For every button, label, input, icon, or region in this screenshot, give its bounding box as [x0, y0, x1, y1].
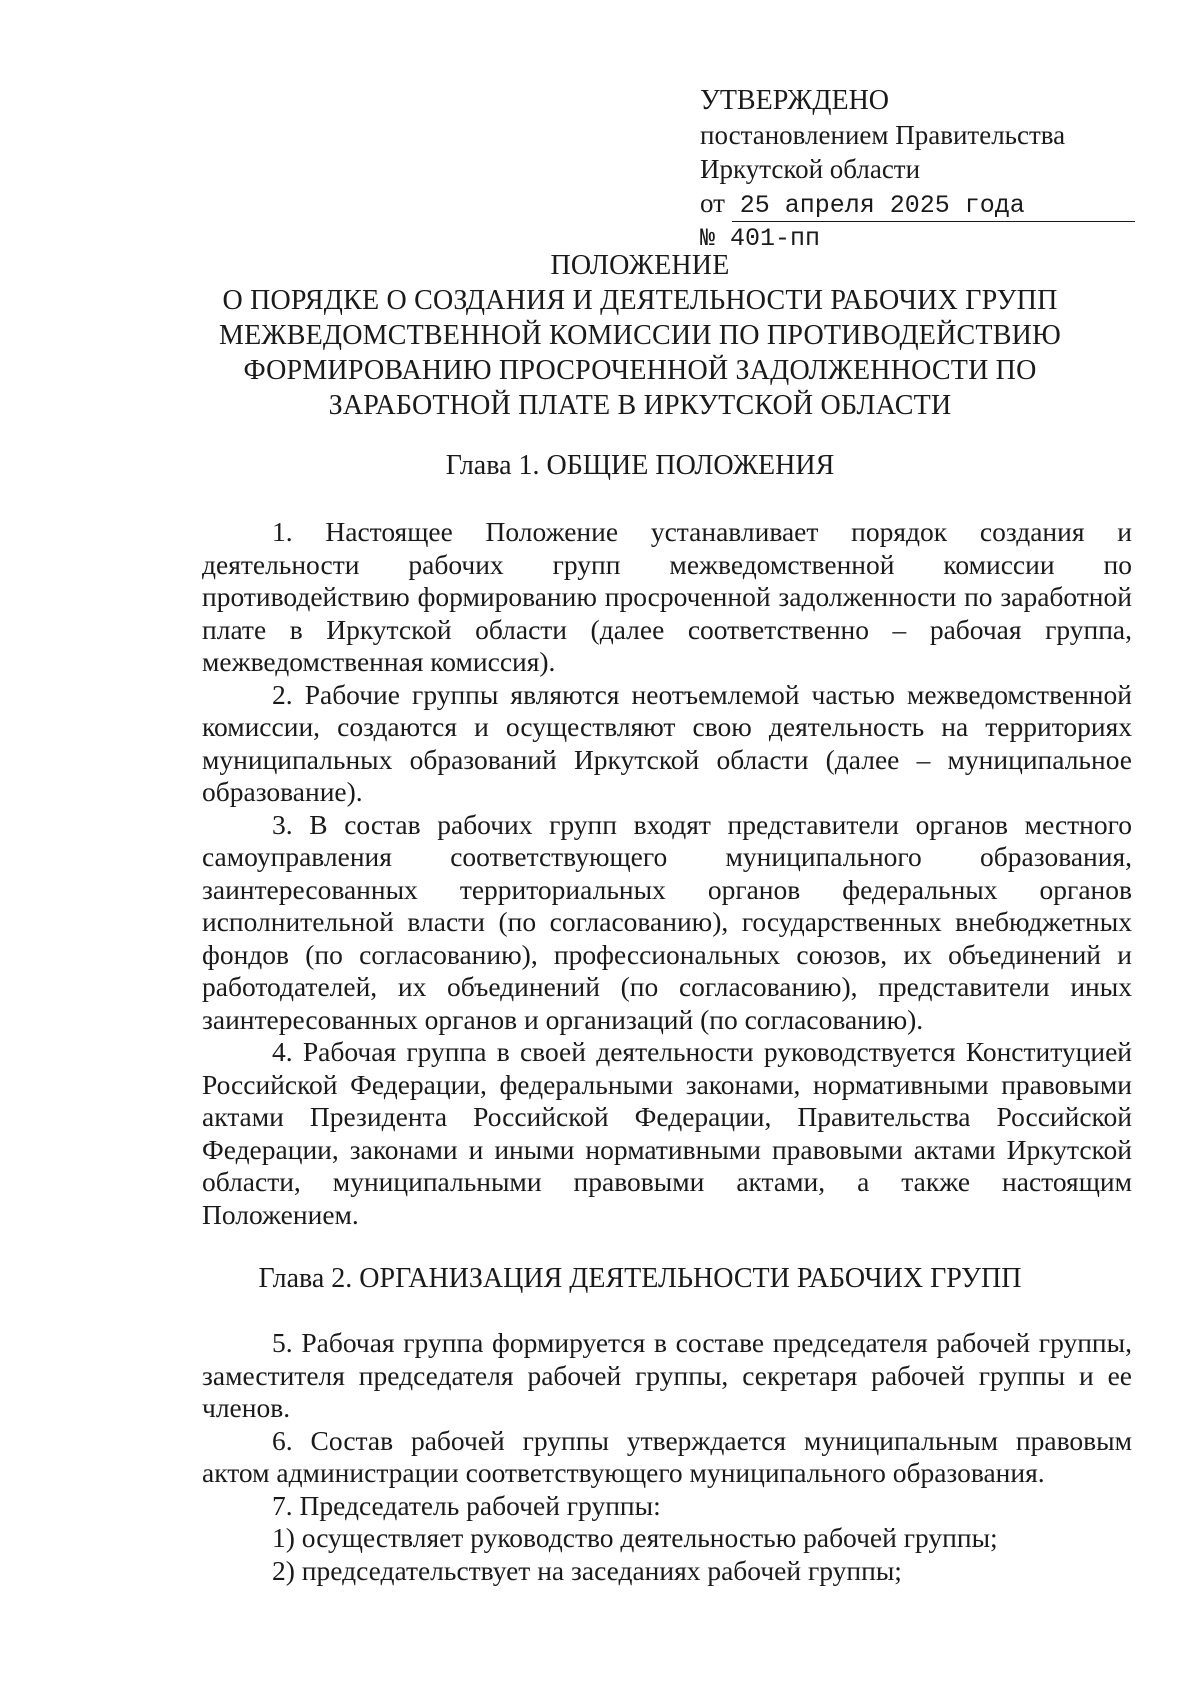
paragraph-2: 2. Рабочие группы являются неотъемлемой частью межведомственной комиссии, создаются и осуществляют свою деятельность на территориях муниципальных образований Иркутской области (далее – муниципальное образование).: [202, 678, 1132, 807]
paragraph-5: 5. Рабочая группа формируется в составе председателя рабочей группы, заместителя председателя рабочей группы, секретаря рабочей группы и ее членов.: [202, 1327, 1132, 1423]
approval-line-2: Иркутской области: [700, 154, 921, 184]
title-line-3: МЕЖВЕДОМСТВЕННОЙ КОМИССИИ ПО ПРОТИВОДЕЙСТВИЮ: [219, 320, 1061, 351]
approval-date-value: 25 апреля 2025 года: [732, 191, 1135, 222]
approval-number: № 401-пп: [700, 224, 821, 253]
title-line-2: О ПОРЯДКЕ О СОЗДАНИЯ И ДЕЯТЕЛЬНОСТИ РАБОЧИХ ГРУПП: [222, 285, 1058, 316]
paragraph-7: 7. Председатель рабочей группы:: [272, 1489, 661, 1521]
paragraph-1: 1. Настоящее Положение устанавливает порядок создания и деятельности рабочих групп межведомственной комиссии по противодействию формированию просроченной задолженности по заработной плате в Иркутской области (далее соответственно – рабочая группа, межведомственная комиссия).: [202, 516, 1132, 677]
paragraph-7-item-1: 1) осуществляет руководство деятельностью рабочей группы;: [272, 1522, 998, 1553]
chapter-2-body: [202, 1327, 1132, 1587]
approval-stamp: [700, 84, 1130, 256]
chapter-2-heading: Глава 2. ОРГАНИЗАЦИЯ ДЕЯТЕЛЬНОСТИ РАБОЧИХ ГРУПП: [258, 1263, 1022, 1294]
approval-date-line: [700, 186, 1130, 222]
paragraph-4: 4. Рабочая группа в своей деятельности руководствуется Конституцией Российской Федерации, федеральными законами, нормативными правовыми актами Президента Российской Федерации, Правительства Российской Федерации, законами и иными нормативными правовыми актами Иркутской области, муниципальными правовыми актами, а также настоящим Положением.: [202, 1036, 1132, 1230]
approval-line-1: постановлением Правительства: [700, 120, 1066, 150]
title-line-4: ФОРМИРОВАНИЮ ПРОСРОЧЕННОЙ ЗАДОЛЖЕННОСТИ ПО: [243, 355, 1037, 386]
paragraph-3: 3. В состав рабочих групп входят представители органов местного самоуправления соответствующего муниципального образования, заинтересованных территориальных органов федеральных органов исполнительной власти (по согласованию), государственных внебюджетных фондов (по согласованию), профессиональных союзов, их объединений и работодателей, их объединений (по согласованию), представители иных заинтересованных органов и организаций (по согласованию).: [202, 808, 1132, 1035]
chapter-1-body: [202, 516, 1132, 1231]
approval-date-prefix: от: [700, 188, 725, 218]
paragraph-7-item-2: 2) председательствует на заседаниях рабочей группы;: [272, 1554, 902, 1586]
title-line-5: ЗАРАБОТНОЙ ПЛАТЕ В ИРКУТСКОЙ ОБЛАСТИ: [328, 390, 952, 421]
document-title: [200, 248, 1080, 423]
chapter-1-heading: Глава 1. ОБЩИЕ ПОЛОЖЕНИЯ: [445, 450, 835, 481]
paragraph-6: 6. Состав рабочей группы утверждается муниципальным правовым актом администрации соответствующего муниципального образования.: [202, 1424, 1132, 1488]
title-line-1: ПОЛОЖЕНИЕ: [550, 250, 730, 281]
approval-title: УТВЕРЖДЕНО: [700, 85, 890, 116]
